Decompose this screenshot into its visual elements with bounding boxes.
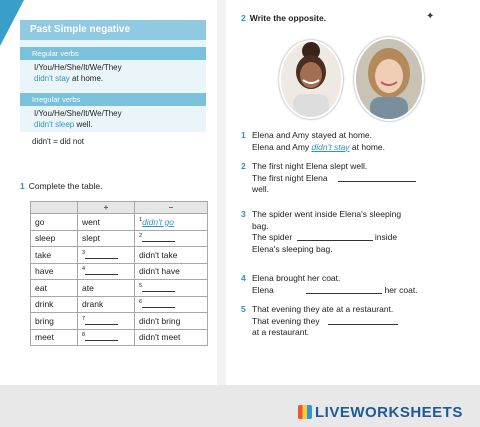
q2-pre: The first night Elena [252,172,330,183]
plus-blank-input[interactable] [85,332,118,341]
plus-item-number: 3 [82,249,86,256]
q4-post: her coat. [382,284,418,295]
q3-tail: Elena's sleeping bag. [252,243,333,254]
exercise1-number: 1 [20,181,25,191]
q3-blank-input[interactable] [297,232,373,241]
question-3 [241,209,402,255]
q3-post: inside [372,232,398,242]
verb-cell: take [31,247,78,264]
regular-example [20,60,206,86]
grammar-title: Past Simple negative [20,20,206,40]
footer-brand: LIVEWORKSHEETS [315,404,463,421]
amy-portrait-icon [356,39,422,119]
contraction-note: didn't = did not [20,132,206,154]
exercise2-heading [241,13,326,23]
verb-cell: bring [31,313,78,330]
question-1 [241,130,385,153]
verb-cell: eat [31,280,78,297]
q5-response [252,316,398,328]
irregular-example [20,106,206,132]
table-row [31,280,208,297]
plus-cell [78,214,135,231]
table-header [31,202,208,214]
amy-photo [354,37,424,121]
minus-cell [135,230,208,247]
question-5 [241,304,398,339]
verb-cell: have [31,263,78,280]
regular-negative: didn't stay [34,73,70,83]
minus-value: didn't take [139,249,178,260]
q3-number: 3 [241,209,246,219]
plus-value: drank [82,299,104,310]
plus-value: ate [82,282,94,293]
minus-item-number: 6 [139,299,143,306]
q1-prompt: Elena and Amy stayed at home. [252,130,373,140]
q2-blank-input[interactable] [338,173,416,182]
verb-cell: drink [31,296,78,313]
regular-rest: at home. [69,73,104,83]
irregular-negative: didn't sleep [34,119,75,129]
header-verb [31,202,78,214]
plus-blank-input[interactable] [85,316,118,325]
q5-prompt: That evening they ate at a restaurant. [252,304,394,314]
verb-cell: meet [31,329,78,346]
left-page [0,0,217,385]
exercise2-number: 2 [241,13,246,23]
q5-number: 5 [241,304,246,314]
table-row [31,230,208,247]
page-decoration-icon: ✦ [426,11,435,22]
plus-blank-input[interactable] [85,266,118,275]
table-row [31,214,208,231]
q1-post: at home. [349,141,385,152]
plus-cell [78,313,135,330]
q5-pre: That evening they [252,315,322,326]
plus-cell [78,230,135,247]
q1-response [252,142,385,154]
table-row [31,296,208,313]
irregular-verbs-label: Irregular verbs [20,93,206,106]
q4-blank-input[interactable] [306,285,382,294]
q4-prompt: Elena brought her coat. [252,273,341,283]
irregular-sentence [34,120,192,131]
q3-prompt-1: The spider went inside Elena's sleeping [252,209,402,219]
table-row [31,313,208,330]
question-4 [241,273,418,296]
minus-value[interactable]: didn't go [142,216,174,227]
plus-blank-input[interactable] [85,250,118,259]
exercise1-heading [20,181,102,191]
plus-cell [78,263,135,280]
q3-response [252,232,401,244]
minus-cell [135,296,208,313]
verb-cell: sleep [31,230,78,247]
book-spine [217,0,226,385]
q1-answer[interactable]: didn't stay [311,141,350,152]
plus-cell [78,329,135,346]
speech-bubble [320,36,342,54]
question-2 [241,161,416,196]
table-row [31,263,208,280]
plus-cell [78,296,135,313]
q4-pre: Elena [252,284,277,295]
minus-cell [135,214,208,231]
minus-item-number: 5 [139,282,143,289]
minus-value: didn't meet [139,332,181,343]
liveworksheets-logo [298,404,463,421]
regular-subject: I/You/He/She/It/We/They [34,63,122,72]
plus-value: slept [82,233,100,244]
minus-value: didn't have [139,266,180,277]
header-plus: + [78,202,135,214]
regular-verbs-label: Regular verbs [20,47,206,60]
minus-item-number: 1 [139,216,143,223]
grammar-box [20,20,206,154]
minus-blank-input[interactable] [142,283,175,292]
minus-cell [135,263,208,280]
minus-item-number: 2 [139,233,143,240]
q1-pre: Elena and Amy [252,141,312,152]
regular-sentence [34,74,192,85]
minus-cell [135,247,208,264]
verb-table [30,201,208,346]
irregular-rest: well. [74,119,93,129]
minus-blank-input[interactable] [142,299,175,308]
minus-cell [135,313,208,330]
plus-value: went [82,216,100,227]
q5-blank-input[interactable] [328,316,398,325]
header-minus: – [135,202,208,214]
verb-cell: go [31,214,78,231]
q2-response [252,173,416,185]
plus-item-number: 7 [82,315,86,322]
q4-response [252,285,418,297]
plus-item-number: 4 [82,266,86,273]
plus-item-number: 8 [82,332,86,339]
table-row [31,247,208,264]
q3-pre: The spider [252,232,295,242]
q3-prompt-2: bag. [252,220,269,231]
exercise2-instruction: Write the opposite. [249,13,327,23]
minus-cell [135,329,208,346]
q2-prompt: The first night Elena slept well. [252,161,368,171]
table-row [31,329,208,346]
q4-number: 4 [241,273,246,283]
q5-tail: at a restaurant. [252,327,310,337]
q2-tail: well. [252,184,270,194]
q2-number: 2 [241,161,246,171]
minus-blank-input[interactable] [142,233,175,242]
exercise1-instruction: Complete the table. [28,181,103,191]
plus-cell [78,247,135,264]
minus-value: didn't bring [139,315,181,326]
plus-cell [78,280,135,297]
minus-cell [135,280,208,297]
liveworksheets-logo-icon [298,405,312,419]
irregular-subject: I/You/He/She/It/We/They [34,109,122,118]
right-page [226,0,480,385]
q1-number: 1 [241,130,246,140]
